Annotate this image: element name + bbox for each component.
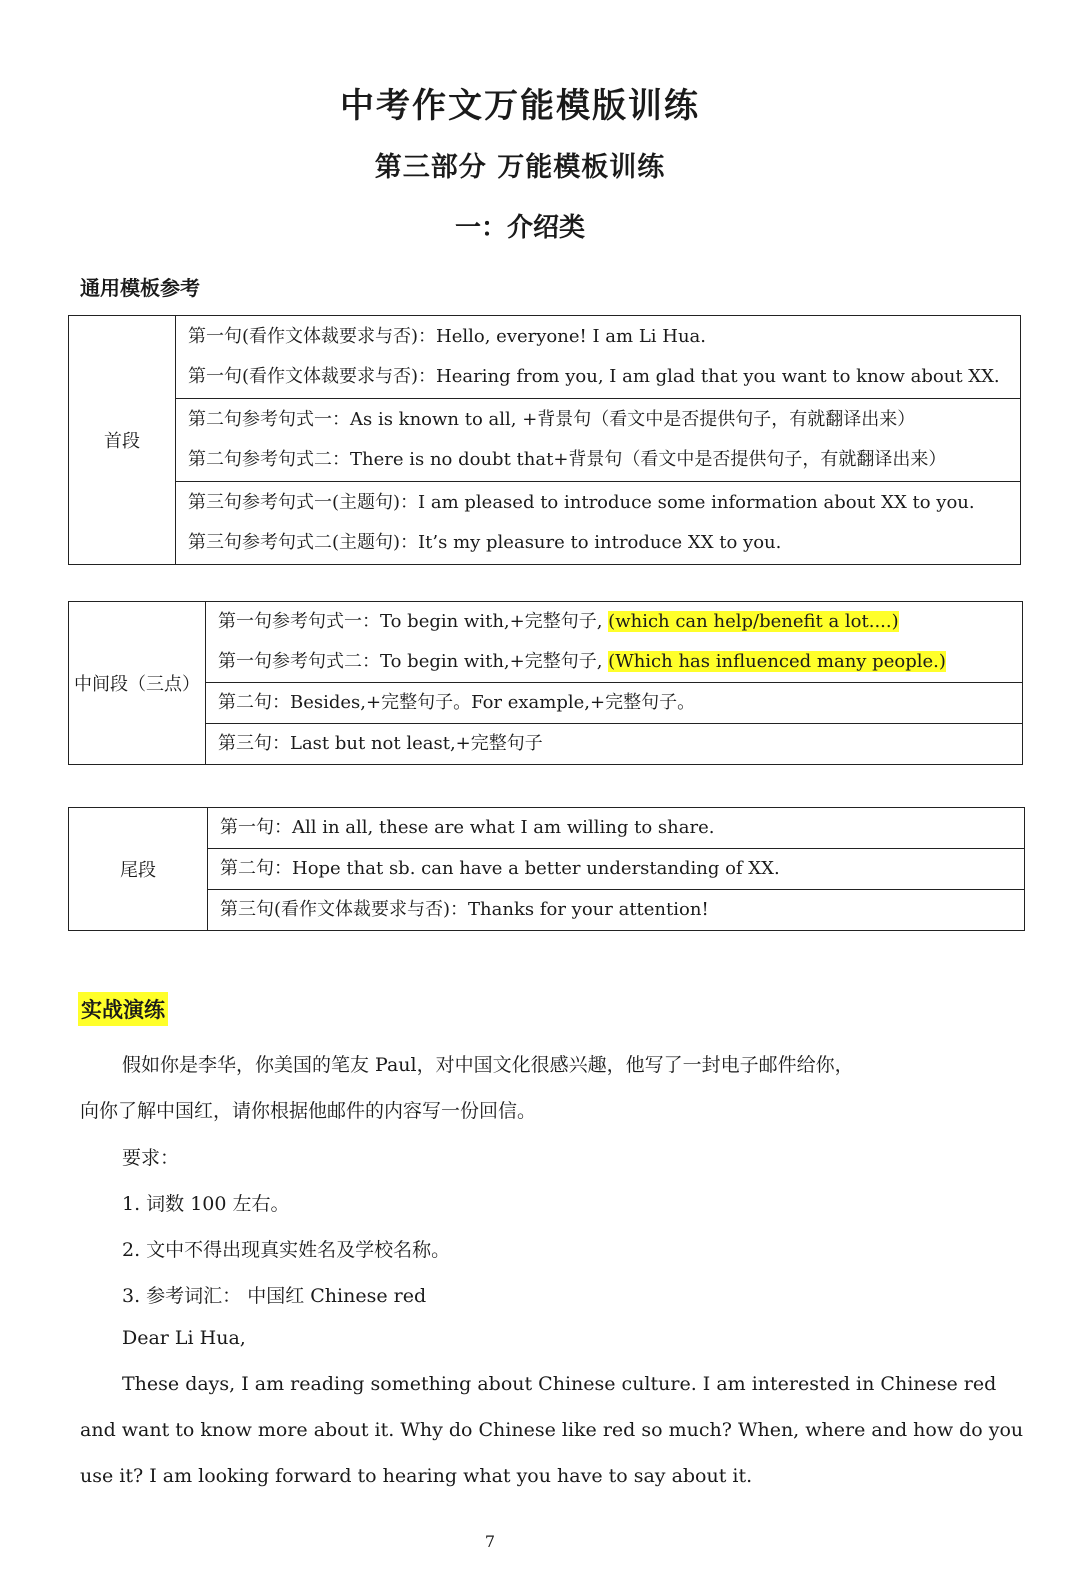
section-title: 一：介绍类	[454, 213, 585, 243]
prompt-line: 向你了解中国红，请你根据他邮件的内容写一份回信。	[80, 1100, 537, 1122]
letter-greeting: Dear Li Hua,	[122, 1327, 246, 1349]
table-row	[69, 316, 1021, 399]
sentence-line: 第三句参考句式二(主题句)：It’s my pleasure to introduce XX to you.	[188, 532, 782, 553]
sentence-text: 第一句参考句式一：To begin with,+完整句子,	[218, 611, 609, 632]
table-cell	[208, 890, 1025, 931]
table-cell	[206, 724, 1023, 765]
sentence-line: 第二句：Besides,+完整句子。For example,+完整句子。	[218, 692, 696, 713]
part-title: 第三部分 万能模板训练	[374, 152, 666, 183]
table-row	[69, 808, 1025, 849]
table-row	[69, 849, 1025, 890]
table-cell	[208, 808, 1025, 849]
sentence-line: 第一句(看作文体裁要求与否)：Hearing from you, I am glad that you want to know about XX.	[188, 366, 1000, 387]
practice-heading: 实战演练	[78, 992, 168, 1026]
sentence-line	[218, 642, 1010, 682]
table-row	[69, 482, 1021, 565]
middle-paragraph-table	[68, 601, 1023, 765]
requirements-label: 要求：	[122, 1147, 180, 1169]
sentence-line: 第一句：All in all, these are what I am willing to share.	[220, 817, 715, 838]
table-cell	[206, 602, 1023, 683]
requirement-item: 2. 文中不得出现真实姓名及学校名称。	[122, 1239, 451, 1261]
main-title: 中考作文万能模版训练	[340, 86, 700, 126]
table-row	[69, 890, 1025, 931]
table-cell	[176, 316, 1021, 399]
sentence-line: 第三句：Last but not least,+完整句子	[218, 733, 543, 754]
table-cell	[176, 482, 1021, 565]
closing-paragraph-table	[68, 807, 1025, 931]
sentence-line: 第三句(看作文体裁要求与否)：Thanks for your attention!	[220, 899, 709, 920]
letter-line: use it? I am looking forward to hearing what you have to say about it.	[80, 1465, 753, 1487]
sentence-line: 第三句参考句式一(主题句)：I am pleased to introduce some information about XX to you.	[188, 492, 975, 513]
letter-line: These days, I am reading something about Chinese culture. I am interested in Chinese red	[122, 1373, 997, 1395]
requirement-item: 3. 参考词汇： 中国红 Chinese red	[122, 1285, 427, 1307]
sentence-text: 第一句参考句式二：To begin with,+完整句子,	[218, 651, 609, 672]
sentence-line	[218, 602, 1010, 642]
opening-paragraph-table	[68, 315, 1021, 565]
sentence-line: 第一句(看作文体裁要求与否)：Hello, everyone! I am Li Hua.	[188, 326, 706, 347]
template-heading: 通用模板参考	[80, 276, 200, 300]
table-cell	[206, 683, 1023, 724]
table-cell	[176, 399, 1021, 482]
table-row	[69, 602, 1023, 683]
prompt-line: 假如你是李华，你美国的笔友 Paul，对中国文化很感兴趣，他写了一封电子邮件给你，	[122, 1054, 854, 1076]
table-row	[69, 399, 1021, 482]
letter-line: and want to know more about it. Why do Chinese like red so much? When, where and how do you	[80, 1419, 1024, 1441]
row-label: 中间段（三点）	[69, 602, 206, 765]
highlighted-phrase: (Which has influenced many people.)	[608, 651, 946, 672]
requirement-item: 1. 词数 100 左右。	[122, 1193, 290, 1215]
table-row	[69, 683, 1023, 724]
table-cell	[208, 849, 1025, 890]
row-label: 首段	[69, 316, 176, 565]
row-label: 尾段	[69, 808, 208, 931]
sentence-line: 第二句：Hope that sb. can have a better understanding of XX.	[220, 858, 780, 879]
highlighted-phrase: (which can help/benefit a lot....)	[608, 611, 899, 632]
sentence-line: 第二句参考句式二：There is no doubt that+背景句（看文中是否提供句子，有就翻译出来）	[188, 449, 947, 470]
sentence-line: 第二句参考句式一：As is known to all, +背景句（看文中是否提供句子，有就翻译出来）	[188, 409, 916, 430]
page-number: 7	[484, 1532, 496, 1551]
table-row	[69, 724, 1023, 765]
